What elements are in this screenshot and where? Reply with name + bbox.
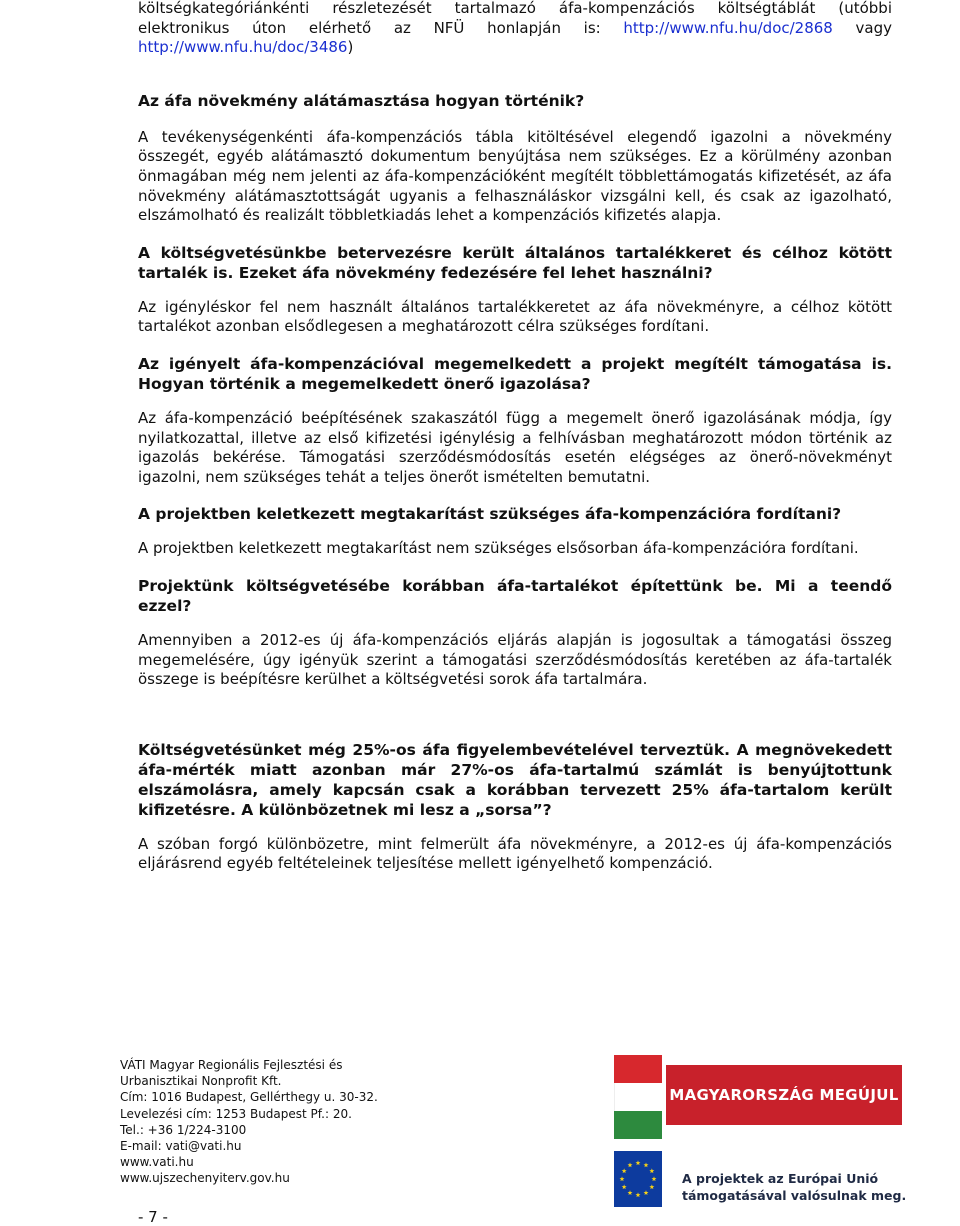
footer-line: Urbanisztikai Nonprofit Kft. xyxy=(120,1074,282,1089)
eu-star-icon xyxy=(622,1168,627,1173)
eu-star-icon xyxy=(649,1184,654,1189)
body-paragraph xyxy=(138,835,892,874)
text-run: vagy xyxy=(832,18,892,37)
eu-star-icon xyxy=(628,1190,633,1195)
footer-line: www.vati.hu xyxy=(120,1155,194,1170)
footer-line: Levelezési cím: 1253 Budapest Pf.: 20. xyxy=(120,1106,352,1121)
text-run: Az áfa növekmény alátámasztása hogyan történik? xyxy=(138,91,585,110)
text-run: Amennyiben a 2012-es új áfa-kompenzációs eljárás alapján is jogosultak a támogatási összeg megemelésére, úgy igényük szerint a támogatási szerződésmódosítás keretében az áfa-tartalék összege is beépítésre kerülhet a költségvetési sorok áfa tartalmára. xyxy=(138,630,892,689)
eu-flag-icon xyxy=(614,1151,662,1207)
footer-contact-block xyxy=(120,1057,378,1187)
document-link[interactable]: http://www.nfu.hu/doc/2868 xyxy=(623,18,833,37)
document-link[interactable]: http://www.nfu.hu/doc/3486 xyxy=(138,38,348,57)
eu-stars-icon xyxy=(614,1151,662,1207)
section-heading xyxy=(138,91,892,111)
section-heading xyxy=(138,354,892,394)
footer-line: E-mail: vati@vati.hu xyxy=(120,1139,242,1154)
magyarorszag-megujul-banner xyxy=(666,1065,902,1125)
text-run: Az igényelt áfa-kompenzációval megemelkedett a projekt megítélt támogatása is. Hogyan történik a megemelkedett önerő igazolása? xyxy=(138,354,892,393)
eu-star-icon xyxy=(628,1163,633,1168)
section-heading xyxy=(138,740,892,820)
footer-line: www.ujszechenyiterv.gov.hu xyxy=(120,1171,290,1186)
text-run: Költségvetésünket még 25%-os áfa figyelembevételével terveztük. A megnövekedett áfa-mérték miatt azonban már 27%-os áfa-tartalmú számlát is benyújtottunk elszámolásra, amely kapcsán csak a korábban tervezett 25% áfa-tartalom került kifizetésre. A különbözetnek mi lesz a „sorsa”? xyxy=(138,740,892,819)
eu-star-icon xyxy=(644,1163,649,1168)
eu-star-icon xyxy=(636,1192,641,1197)
document-body xyxy=(138,0,892,874)
text-run: A költségvetésünkbe betervezésre került általános tartalékkeret és célhoz kötött tartalék is. Ezeket áfa növekmény fedezésére fel lehet használni? xyxy=(138,243,892,282)
body-paragraph xyxy=(138,0,892,58)
eu-star-icon xyxy=(649,1168,654,1173)
text-run: Az igényléskor fel nem használt általános tartalékkeretet az áfa növekményre, a célhoz kötött tartalékot azonban elsődlegesen a meghatározott célra szükséges fordítani. xyxy=(138,297,892,336)
body-paragraph xyxy=(138,631,892,690)
section-heading xyxy=(138,243,892,283)
footer-line: Cím: 1016 Budapest, Gellérthegy u. 30-32. xyxy=(120,1090,378,1105)
body-paragraph xyxy=(138,298,892,337)
text-run: Projektünk költségvetésébe korábban áfa-tartalékot építettünk be. Mi a teendő ezzel? xyxy=(138,576,892,615)
eu-support-line-2: támogatásával valósulnak meg. xyxy=(682,1188,907,1203)
body-paragraph xyxy=(138,539,892,559)
page-number: - 7 - xyxy=(138,1208,168,1226)
text-run: költségkategóriánkénti részletezését tartalmazó áfa-kompenzációs költségtáblát (utóbbi elektronikus úton elérhető az NFÜ honlapján is: xyxy=(138,0,892,37)
section-heading xyxy=(138,504,892,524)
logo-area xyxy=(614,1055,910,1213)
text-run: A projektben keletkezett megtakarítást nem szükséges elsősorban áfa-kompenzációra fordítani. xyxy=(138,539,859,558)
body-paragraph xyxy=(138,409,892,487)
section-heading xyxy=(138,576,892,616)
eu-star-icon xyxy=(622,1184,627,1189)
hungarian-flag-icon xyxy=(614,1055,662,1139)
banner-text: MAGYARORSZÁG MEGÚJUL xyxy=(669,1086,899,1104)
text-run: Az áfa-kompenzáció beépítésének szakaszától függ a megemelt önerő igazolásának módja, így nyilatkozattal, illetve az első kifizetési igénylésig a felhívásban meghatározott módon történik az igazolás bekérése. Támogatási szerződésmódosítás esetén elégséges az önerő-növekményt igazolni, nem szükséges tehát a teljes önerőt ismételten bemutatni. xyxy=(138,408,892,486)
eu-star-icon xyxy=(652,1176,657,1181)
text-run: ) xyxy=(347,38,354,57)
eu-support-line-1: A projektek az Európai Unió xyxy=(682,1171,879,1186)
text-run: A projektben keletkezett megtakarítást szükséges áfa-kompenzációra fordítani? xyxy=(138,505,842,524)
eu-star-icon xyxy=(644,1190,649,1195)
text-run: A szóban forgó különbözetre, mint felmerült áfa növekményre, a 2012-es új áfa-kompenzációs eljárásrend egyéb feltételeinek teljesítése mellett igényelhető kompenzáció. xyxy=(138,834,892,873)
body-paragraph xyxy=(138,128,892,226)
footer-line: Tel.: +36 1/224-3100 xyxy=(120,1122,247,1137)
eu-star-icon xyxy=(620,1176,625,1181)
text-run: A tevékenységenkénti áfa-kompenzációs tábla kitöltésével elegendő igazolni a növekmény összegét, egyéb alátámasztó dokumentum benyújtása nem szükséges. Ez a körülmény azonban önmagában még nem jelenti az áfa-kompenzációként megítélt többlettámogatás kifizetését, az áfa növekmény alátámasztottságát ugyanis a felhasználáskor vizsgálni kell, és csak az igazolható, elszámolható és realizált többletkiadás lehet a kompenzációs kifizetés alapja. xyxy=(138,127,892,225)
eu-star-icon xyxy=(636,1160,641,1165)
eu-support-text xyxy=(682,1170,906,1204)
footer-line: VÁTI Magyar Regionális Fejlesztési és xyxy=(120,1058,343,1072)
